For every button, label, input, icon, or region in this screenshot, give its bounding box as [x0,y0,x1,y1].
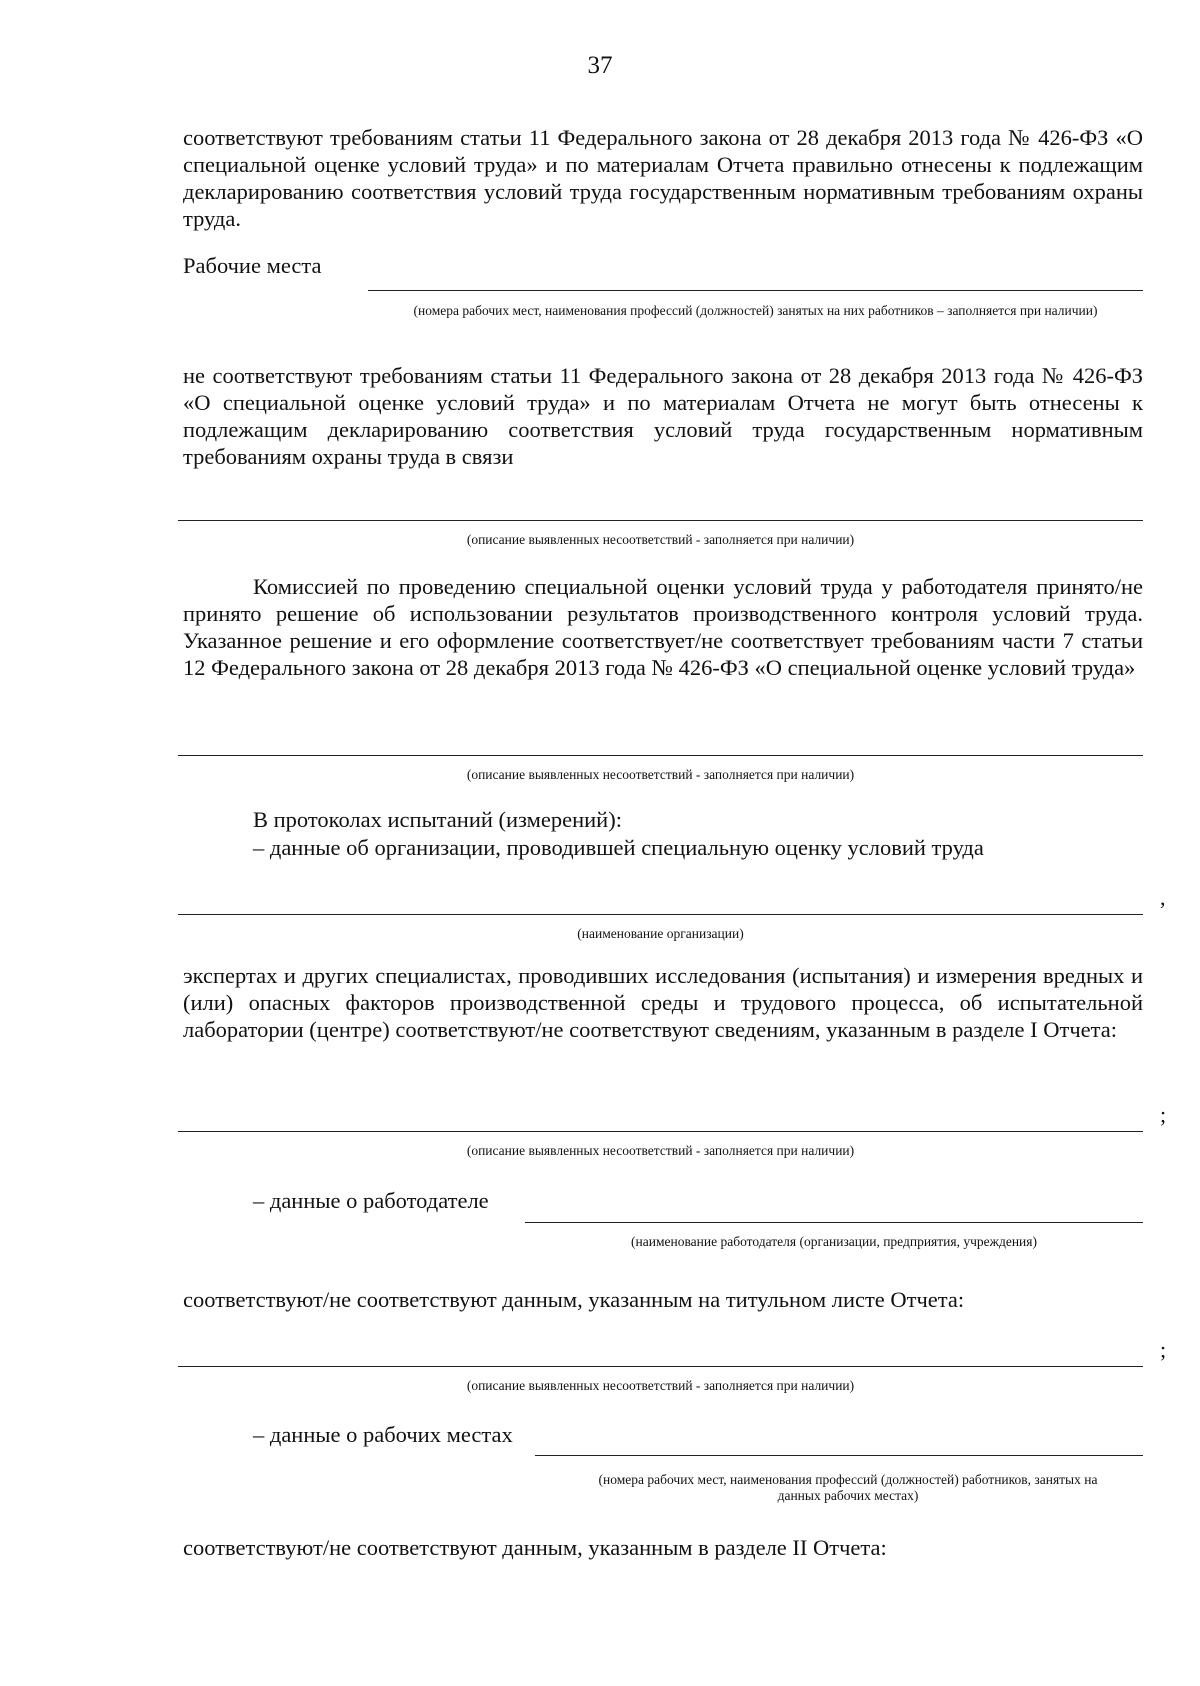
paragraph-noncompliance: не соответствуют требованиям статьи 11 Федерального закона от 28 декабря 2013 года № 426-ФЗ «О специальной оценке условий труда» и по материалам Отчета не могут быть отнесены к подлежащим декларированию соответствия условий труда государственным нормативным требованиям охраны труда в связи [183,363,1143,469]
org-fill-line [178,914,1143,915]
paragraph-section-two: соответствуют/не соответствуют данным, указанным в разделе II Отчета: [183,1535,887,1560]
discrepancy-caption-1: (описание выявленных несоответствий - заполняется при наличии) [466,532,855,547]
employer-label: – данные о работодателе [253,1188,489,1213]
discrepancy-caption-2: (описание выявленных несоответствий - заполняется при наличии) [466,767,855,782]
comma-mark: , [1160,885,1166,910]
discrepancy-line-3 [178,1131,1143,1132]
semicolon-mark-2: ; [1160,1337,1167,1362]
paragraph-commission: Комиссией по проведению специальной оценки условий труда у работодателя принято/не принято решение об использовании результатов производственного контроля условий труда. Указанное решение и его оформление соответствует/не соответствует требованиям части 7 статьи 12 Федерального закона от 28 декабря 2013 года № 426-ФЗ «О специальной оценке условий труда» [183,574,1143,680]
discrepancy-caption-4: (описание выявленных несоответствий - заполняется при наличии) [466,1378,855,1393]
workplaces-fill-line [368,290,1143,291]
employer-fill-line [525,1222,1143,1223]
employer-caption: (наименование работодателя (организации, предприятия, учреждения) [631,1234,1037,1249]
org-data-line: – данные об организации, проводившей специальную оценку условий труда [253,835,984,860]
workplace-data-caption: (номера рабочих мест, наименования профессий (должностей) работников, занятых на данных рабочих местах) [598,1472,1098,1503]
org-caption: (наименование организации) [577,926,744,941]
discrepancy-caption-3: (описание выявленных несоответствий - заполняется при наличии) [466,1143,855,1158]
discrepancy-line-1 [178,520,1143,521]
discrepancy-line-4 [178,1366,1143,1367]
workplace-data-fill-line [535,1455,1143,1456]
workplaces-label: Рабочие места [183,253,322,278]
paragraph-title-page: соответствуют/не соответствуют данным, указанным на титульном листе Отчета: [183,1287,965,1312]
page-number: 37 [587,52,613,79]
semicolon-mark-1: ; [1160,1102,1167,1127]
paragraph-compliance: соответствуют требованиям статьи 11 Федерального закона от 28 декабря 2013 года № 426-ФЗ «О специальной оценке условий труда» и по материалам Отчета правильно отнесены к подлежащим декларированию соответствия условий труда государственным нормативным требованиям охраны труда. [183,125,1143,231]
workplace-data-label: – данные о рабочих местах [253,1422,513,1447]
protocols-heading: В протоколах испытаний (измерений): [253,807,622,832]
discrepancy-line-2 [178,755,1143,756]
workplaces-caption: (номера рабочих мест, наименования профессий (должностей) занятых на них работников – заполняется при наличии) [413,303,1098,318]
paragraph-experts: экспертах и других специалистах, проводивших исследования (испытания) и измерения вредных и (или) опасных факторов производственной среды и трудового процесса, об испытательной лаборатории (центре) соответствуют/не соответствуют сведениям, указанным в разделе I Отчета: [183,963,1143,1042]
